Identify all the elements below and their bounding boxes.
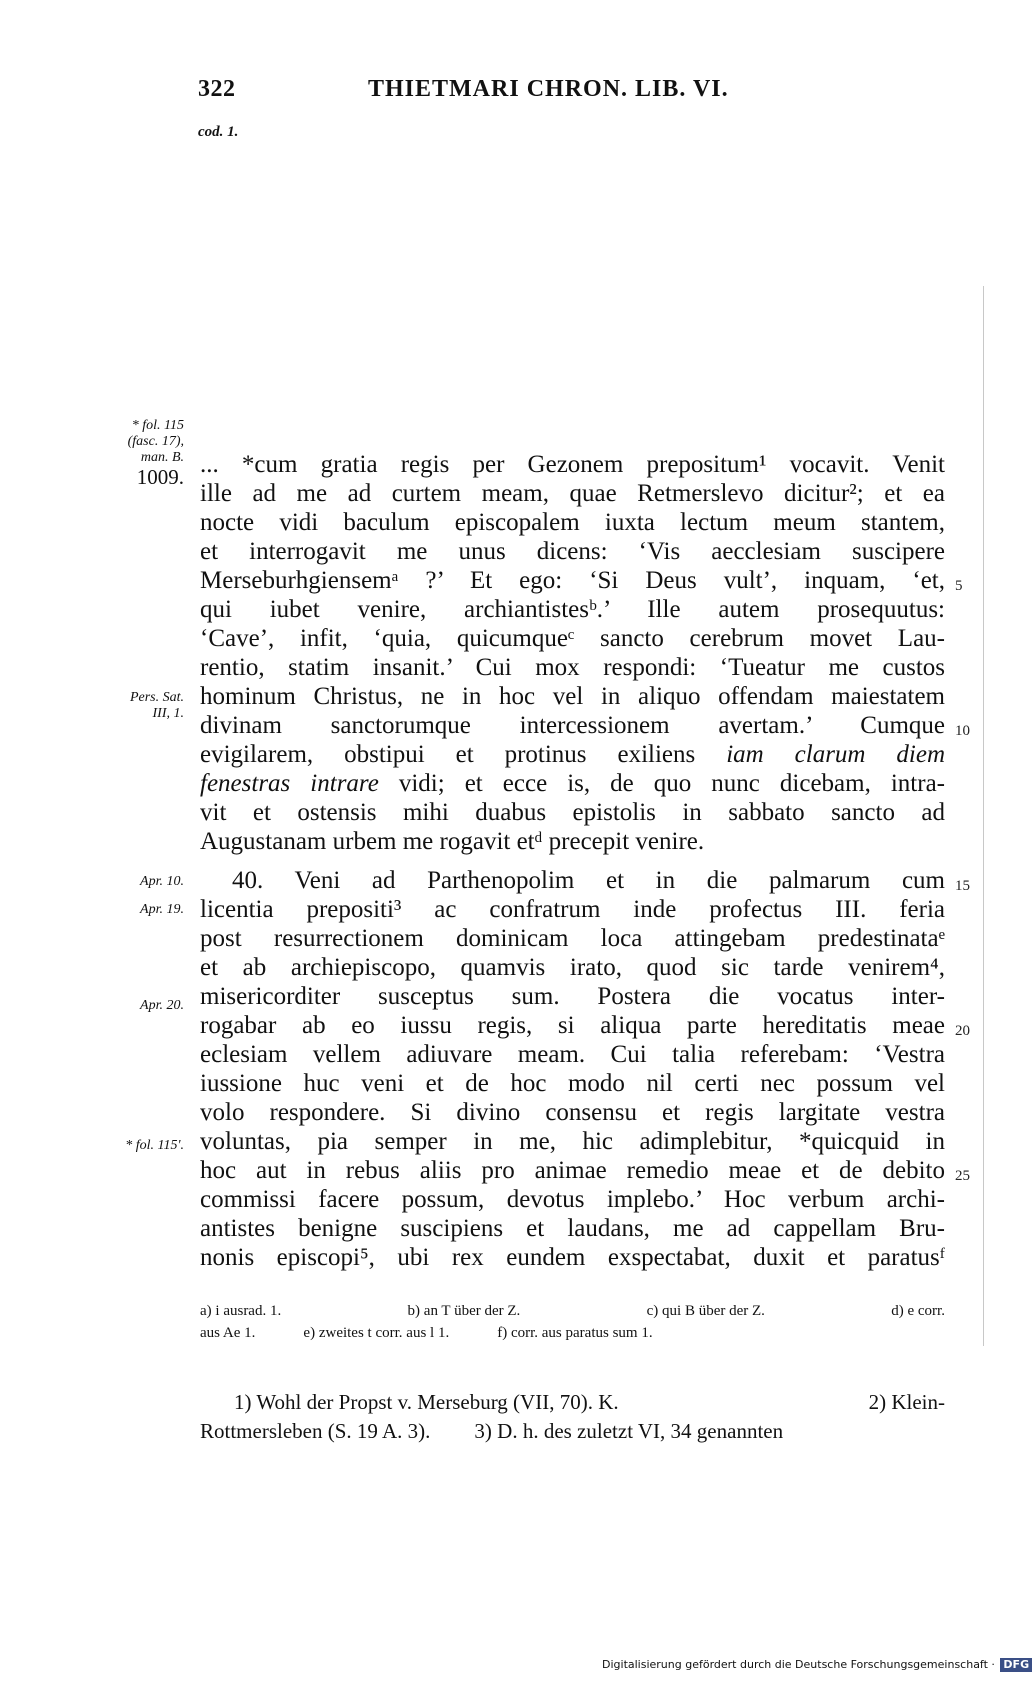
text-line: ... *cum gratia regis per Gezonem prepositum¹ vocavit. Venit	[200, 451, 945, 478]
margin-note-date: Apr. 20.	[140, 998, 184, 1013]
text-line: hominum Christus, ne in hoc vel in aliquo offendam maiestatem	[200, 683, 945, 710]
margin-note-date: Apr. 10.	[140, 874, 184, 889]
variant-notes	[200, 1300, 945, 1344]
text-line: ‘Cave’, infit, ‘quia, quicumqueᶜ sancto cerebrum movet Lau-	[200, 625, 945, 652]
text-line: et interrogavit me unus dicens: ‘Vis aecclesiam suscipere	[200, 538, 945, 565]
text-line: voluntas, pia semper in me, hic adimplebitur, *quicquid in	[200, 1128, 945, 1155]
variant-note-d-cont: aus Ae 1.	[200, 1325, 256, 1341]
text-line	[200, 769, 945, 798]
margin-note-date: Apr. 19.	[140, 902, 184, 917]
footnote-2-end: Rottmersleben (S. 19 A. 3).	[200, 1419, 431, 1443]
margin-note-year: 1009.	[136, 465, 184, 489]
line-number: 25	[955, 1168, 970, 1184]
text-line: et ab archiepiscopo, quamvis irato, quod sic tarde venirem⁴,	[200, 954, 945, 981]
text-line: rogabar ab eo iussu regis, si aliqua parte hereditatis meae	[200, 1012, 945, 1039]
margin-note-folio: * fol. 115'.	[125, 1138, 184, 1153]
margin-note-persius-ref: III, 1.	[152, 706, 184, 721]
text-line: commissi facere possum, devotus implebo.’ Hoc verbum archi-	[200, 1186, 945, 1213]
page-edge-shadow	[983, 286, 984, 1346]
footnote-2-start: 2) Klein-	[868, 1390, 945, 1414]
text-line: ille ad me ad curtem meam, quae Retmerslevo dicitur²; et ea	[200, 480, 945, 507]
text-line: nonis episcopi⁵, ubi rex eundem exspectabat, duxit et paratusᶠ	[200, 1244, 945, 1271]
text-line	[200, 740, 945, 769]
line-number: 15	[955, 878, 970, 894]
text-line: Merseburhgiensemᵃ ?’ Et ego: ‘Si Deus vult’, inquam, ‘et,	[200, 567, 945, 594]
variant-note-b: b) an T über der Z.	[407, 1303, 521, 1319]
chapter-start-line: 40. Veni ad Parthenopolim et in die palmarum cum	[232, 867, 945, 894]
text-line: Augustanam urbem me rogavit etᵈ precepit venire.	[200, 828, 705, 855]
quotation-italic: iam clarum diem	[726, 741, 946, 768]
text-line: iussione huc veni et de hoc modo nil certi nec possum vel	[200, 1070, 945, 1097]
margin-note-hand: man. B.	[140, 450, 184, 465]
text-line: rentio, statim insanit.’ Cui mox respondi: ‘Tueatur me custos	[200, 654, 945, 681]
margin-note-persius: Pers. Sat.	[129, 690, 184, 705]
line-number: 5	[955, 578, 963, 594]
text-line: misericorditer susceptus sum. Postera die vocatus inter-	[200, 983, 945, 1010]
margin-note-fascicle: (fasc. 17),	[127, 434, 184, 449]
footnote-3: 3) D. h. des zuletzt VI, 34 genannten	[474, 1419, 784, 1443]
line-number: 10	[955, 723, 970, 739]
codex-note: cod. 1.	[198, 124, 239, 140]
text-segment: evigilarem, obstipui et protinus exiliens	[200, 741, 696, 768]
variant-note-f: f) corr. aus paratus sum 1.	[497, 1325, 653, 1341]
text-line: licentia prepositi³ ac confratrum inde profectus III. feria	[200, 896, 945, 923]
page-number: 322	[198, 76, 236, 102]
text-line: qui iubet venire, archiantistesᵇ.’ Ille autem prosequutus:	[200, 596, 945, 623]
text-segment: vidi; et ecce is, de quo nunc dicebam, intra-	[378, 770, 946, 797]
variant-note-e: e) zweites t corr. aus l 1.	[303, 1325, 450, 1341]
text-line: post resurrectionem dominicam loca attingebam predestinataᵉ	[200, 925, 945, 952]
variant-note-a: a) i ausrad. 1.	[200, 1303, 282, 1319]
text-line: eclesiam vellem adiuvare meam. Cui talia referebam: ‘Vestra	[200, 1041, 945, 1068]
text-line: divinam sanctorumque intercessionem avertam.’ Cumque	[200, 712, 945, 739]
text-line: hoc aut in rebus aliis pro animae remedio meae et de debito	[200, 1157, 945, 1184]
margin-note-folio: * fol. 115	[131, 418, 184, 433]
running-title: THIETMARI CHRON. LIB. VI.	[368, 76, 729, 102]
quotation-italic: fenestras intrare	[200, 770, 379, 797]
text-line: volo respondere. Si divino consensu et regis largitate vestra	[200, 1099, 945, 1126]
digitization-credit	[602, 1658, 1032, 1672]
credit-text: Digitalisierung gefördert durch die Deutsche Forschungsgemeinschaft ·	[602, 1658, 995, 1671]
text-line: nocte vidi baculum episcopalem iuxta lectum meum stantem,	[200, 509, 945, 536]
variant-note-d: d) e corr.	[891, 1303, 945, 1319]
text-line: vit et ostensis mihi duabus epistolis in sabbato sancto ad	[200, 799, 945, 826]
dfg-logo: DFG	[1000, 1658, 1032, 1672]
footnote-1: 1) Wohl der Propst v. Merseburg (VII, 70). K.	[234, 1390, 619, 1414]
line-number: 20	[955, 1023, 970, 1039]
variant-note-c: c) qui B über der Z.	[646, 1303, 765, 1319]
text-line: antistes benigne suscipiens et laudans, me ad cappellam Bru-	[200, 1215, 945, 1242]
footnotes	[200, 1388, 945, 1446]
